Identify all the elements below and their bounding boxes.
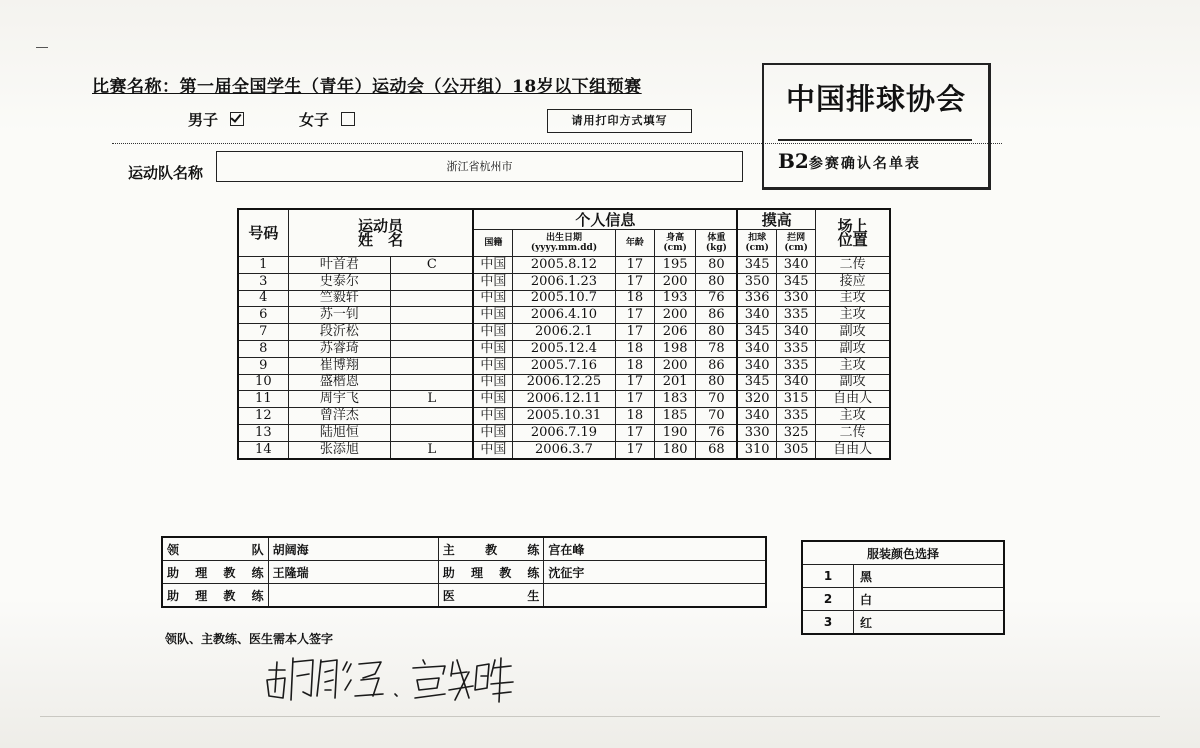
male-checkbox [230, 112, 244, 126]
player-block: 325 [777, 424, 816, 441]
uniform-color-value: 红 [854, 611, 1005, 635]
player-age: 17 [615, 374, 654, 391]
header-height-line1: 身高 [666, 233, 685, 243]
staff-role: 助理教练 [162, 584, 268, 608]
staff-role: 领队 [162, 537, 268, 561]
player-age: 17 [615, 391, 654, 408]
print-instruction: 请用打印方式填写 [547, 109, 692, 133]
player-birth: 2006.3.7 [513, 441, 615, 458]
table-row [238, 273, 890, 290]
player-age: 18 [615, 290, 654, 307]
player-number: 8 [238, 340, 288, 357]
roster-table [237, 208, 891, 460]
player-height: 193 [654, 290, 695, 307]
association-header-box [762, 63, 991, 190]
player-spike: 336 [737, 290, 776, 307]
male-label: 男子 [188, 111, 219, 129]
player-birth: 2005.10.31 [513, 408, 615, 425]
player-number: 12 [238, 408, 288, 425]
player-spike: 340 [737, 408, 776, 425]
player-name: 盛楷恩 [288, 374, 390, 391]
player-age: 17 [615, 324, 654, 341]
uniform-color-index: 2 [802, 588, 854, 611]
player-block: 335 [777, 340, 816, 357]
player-spike: 340 [737, 357, 776, 374]
player-height: 183 [654, 391, 695, 408]
player-name: 叶首君 [288, 257, 390, 274]
player-role [391, 340, 474, 357]
uniform-color-value: 白 [854, 588, 1005, 611]
player-age: 17 [615, 273, 654, 290]
table-row [238, 374, 890, 391]
staff-role: 助理教练 [162, 561, 268, 584]
header-block [777, 230, 816, 257]
player-block: 345 [777, 273, 816, 290]
form-title [778, 149, 921, 173]
table-row [238, 424, 890, 441]
signature-note: 领队、主教练、医生需本人签字 [165, 632, 334, 646]
player-position: 主攻 [816, 408, 890, 425]
player-nationality: 中国 [473, 290, 512, 307]
player-name: 苏睿琦 [288, 340, 390, 357]
header-weight-line1: 体重 [707, 233, 726, 243]
player-birth: 2005.7.16 [513, 357, 615, 374]
player-block: 335 [777, 408, 816, 425]
player-weight: 70 [696, 408, 737, 425]
form-code: B2 [778, 149, 809, 173]
staff-row [162, 584, 766, 608]
player-role: L [391, 441, 474, 458]
header-weight [696, 230, 737, 257]
uniform-color-row [802, 588, 1004, 611]
player-nationality: 中国 [473, 408, 512, 425]
player-birth: 2005.10.7 [513, 290, 615, 307]
player-role [391, 424, 474, 441]
player-nationality: 中国 [473, 374, 512, 391]
player-number: 9 [238, 357, 288, 374]
player-block: 315 [777, 391, 816, 408]
player-number: 4 [238, 290, 288, 307]
header-position-line2: 位置 [837, 231, 868, 249]
player-spike: 345 [737, 257, 776, 274]
player-age: 18 [615, 357, 654, 374]
header-reach: 摸高 [737, 209, 816, 230]
player-weight: 76 [696, 424, 737, 441]
player-name: 竺毅轩 [288, 290, 390, 307]
player-role [391, 408, 474, 425]
player-spike: 320 [737, 391, 776, 408]
player-birth: 2006.12.11 [513, 391, 615, 408]
header-position-line1: 场上 [837, 217, 868, 235]
player-name: 崔博翔 [288, 357, 390, 374]
player-role [391, 307, 474, 324]
player-position: 接应 [816, 273, 890, 290]
header-nationality: 国籍 [473, 230, 512, 257]
staff-name: 胡阔海 [268, 537, 438, 561]
header-birth [513, 230, 615, 257]
scan-mark [36, 47, 48, 48]
header-athlete-line1: 运动员 [358, 217, 404, 235]
player-spike: 310 [737, 441, 776, 458]
team-name-label: 运动队名称 [128, 164, 204, 182]
player-age: 18 [615, 408, 654, 425]
player-number: 7 [238, 324, 288, 341]
player-age: 18 [615, 340, 654, 357]
header-athlete-line2: 姓 名 [358, 231, 404, 249]
female-label: 女子 [299, 111, 330, 129]
competition-title: 比赛名称：第一届全国学生（青年）运动会（公开组）18岁以下组预赛 [92, 77, 642, 97]
table-row [238, 257, 890, 274]
player-role [391, 273, 474, 290]
player-number: 6 [238, 307, 288, 324]
header-weight-line2: (kg) [705, 243, 727, 253]
male-option [188, 109, 244, 130]
player-nationality: 中国 [473, 307, 512, 324]
staff-name: 宫在峰 [544, 537, 766, 561]
player-nationality: 中国 [473, 357, 512, 374]
player-height: 200 [654, 307, 695, 324]
player-weight: 80 [696, 273, 737, 290]
table-row [238, 324, 890, 341]
player-age: 17 [615, 441, 654, 458]
association-name: 中国排球协会 [785, 82, 966, 116]
player-number: 10 [238, 374, 288, 391]
staff-name [544, 584, 766, 608]
player-position: 二传 [816, 257, 890, 274]
player-position: 副攻 [816, 324, 890, 341]
table-row [238, 391, 890, 408]
player-nationality: 中国 [473, 324, 512, 341]
player-number: 1 [238, 257, 288, 274]
player-weight: 80 [696, 257, 737, 274]
staff-row [162, 561, 766, 584]
player-spike: 340 [737, 307, 776, 324]
player-position: 副攻 [816, 340, 890, 357]
table-row [238, 307, 890, 324]
player-role [391, 374, 474, 391]
player-birth: 2005.8.12 [513, 257, 615, 274]
player-age: 17 [615, 307, 654, 324]
table-row [238, 408, 890, 425]
player-number: 3 [238, 273, 288, 290]
staff-table [161, 536, 767, 608]
player-height: 185 [654, 408, 695, 425]
staff-role: 医生 [438, 584, 544, 608]
player-nationality: 中国 [473, 340, 512, 357]
player-position: 二传 [816, 424, 890, 441]
handwritten-signatures [255, 640, 515, 710]
player-weight: 68 [696, 441, 737, 458]
staff-role: 主教练 [438, 537, 544, 561]
player-nationality: 中国 [473, 441, 512, 458]
player-birth: 2006.1.23 [513, 273, 615, 290]
player-name: 张添旭 [288, 441, 390, 458]
staff-name: 沈征宇 [544, 561, 766, 584]
player-block: 340 [777, 324, 816, 341]
header-height-line2: (cm) [663, 243, 687, 253]
header-age: 年龄 [615, 230, 654, 257]
player-height: 198 [654, 340, 695, 357]
player-height: 206 [654, 324, 695, 341]
staff-name [268, 584, 438, 608]
header-position [816, 209, 890, 257]
table-row [238, 340, 890, 357]
player-height: 190 [654, 424, 695, 441]
table-row [238, 441, 890, 458]
player-spike: 345 [737, 374, 776, 391]
player-birth: 2006.7.19 [513, 424, 615, 441]
player-spike: 350 [737, 273, 776, 290]
player-role [391, 324, 474, 341]
player-nationality: 中国 [473, 257, 512, 274]
uniform-color-row [802, 565, 1004, 588]
player-position: 主攻 [816, 290, 890, 307]
player-height: 200 [654, 273, 695, 290]
association-divider [778, 139, 972, 141]
staff-role: 助理教练 [438, 561, 544, 584]
uniform-color-table [801, 540, 1005, 635]
player-name: 周宇飞 [288, 391, 390, 408]
player-birth: 2005.12.4 [513, 340, 615, 357]
player-height: 195 [654, 257, 695, 274]
staff-name: 王隆瑞 [268, 561, 438, 584]
table-row [238, 290, 890, 307]
player-block: 330 [777, 290, 816, 307]
header-athlete [288, 209, 473, 257]
player-position: 副攻 [816, 374, 890, 391]
header-block-line1: 拦网 [787, 233, 806, 243]
player-nationality: 中国 [473, 424, 512, 441]
form-name: 参赛确认名单表 [808, 156, 921, 172]
player-height: 180 [654, 441, 695, 458]
header-birth-line1: 出生日期 [545, 233, 582, 243]
player-number: 14 [238, 441, 288, 458]
female-checkbox [341, 112, 355, 126]
player-role [391, 290, 474, 307]
player-role [391, 357, 474, 374]
player-position: 自由人 [816, 391, 890, 408]
header-birth-line2: (yyyy.mm.dd) [530, 243, 598, 253]
uniform-color-value: 黑 [854, 565, 1005, 588]
player-position: 主攻 [816, 357, 890, 374]
header-spike [737, 230, 776, 257]
header-height [654, 230, 695, 257]
header-spike-line2: (cm) [745, 243, 769, 253]
player-nationality: 中国 [473, 391, 512, 408]
staff-row [162, 537, 766, 561]
header-personal-info: 个人信息 [473, 209, 737, 230]
player-weight: 86 [696, 307, 737, 324]
player-nationality: 中国 [473, 273, 512, 290]
uniform-color-index: 1 [802, 565, 854, 588]
player-weight: 76 [696, 290, 737, 307]
player-number: 13 [238, 424, 288, 441]
player-weight: 80 [696, 374, 737, 391]
player-weight: 70 [696, 391, 737, 408]
female-option [299, 109, 355, 130]
player-age: 17 [615, 424, 654, 441]
player-block: 305 [777, 441, 816, 458]
player-position: 自由人 [816, 441, 890, 458]
player-birth: 2006.4.10 [513, 307, 615, 324]
header-number: 号码 [238, 209, 288, 257]
player-role: C [391, 257, 474, 274]
player-spike: 340 [737, 340, 776, 357]
player-height: 201 [654, 374, 695, 391]
player-block: 340 [777, 257, 816, 274]
player-block: 335 [777, 307, 816, 324]
player-number: 11 [238, 391, 288, 408]
scan-edge [40, 716, 1160, 717]
player-position: 主攻 [816, 307, 890, 324]
player-birth: 2006.12.25 [513, 374, 615, 391]
uniform-color-index: 3 [802, 611, 854, 635]
team-name-value: 浙江省杭州市 [216, 151, 743, 182]
player-spike: 330 [737, 424, 776, 441]
player-weight: 78 [696, 340, 737, 357]
player-block: 340 [777, 374, 816, 391]
player-weight: 86 [696, 357, 737, 374]
player-name: 史泰尔 [288, 273, 390, 290]
player-block: 335 [777, 357, 816, 374]
player-height: 200 [654, 357, 695, 374]
player-weight: 80 [696, 324, 737, 341]
uniform-color-row [802, 611, 1004, 635]
header-spike-line1: 扣球 [748, 233, 767, 243]
player-name: 段沂松 [288, 324, 390, 341]
player-spike: 345 [737, 324, 776, 341]
player-name: 陆旭恒 [288, 424, 390, 441]
table-row [238, 357, 890, 374]
uniform-color-title: 服装颜色选择 [802, 541, 1004, 565]
player-name: 曾洋杰 [288, 408, 390, 425]
player-name: 苏一钊 [288, 307, 390, 324]
header-block-line2: (cm) [784, 243, 808, 253]
player-role: L [391, 391, 474, 408]
player-age: 17 [615, 257, 654, 274]
player-birth: 2006.2.1 [513, 324, 615, 341]
